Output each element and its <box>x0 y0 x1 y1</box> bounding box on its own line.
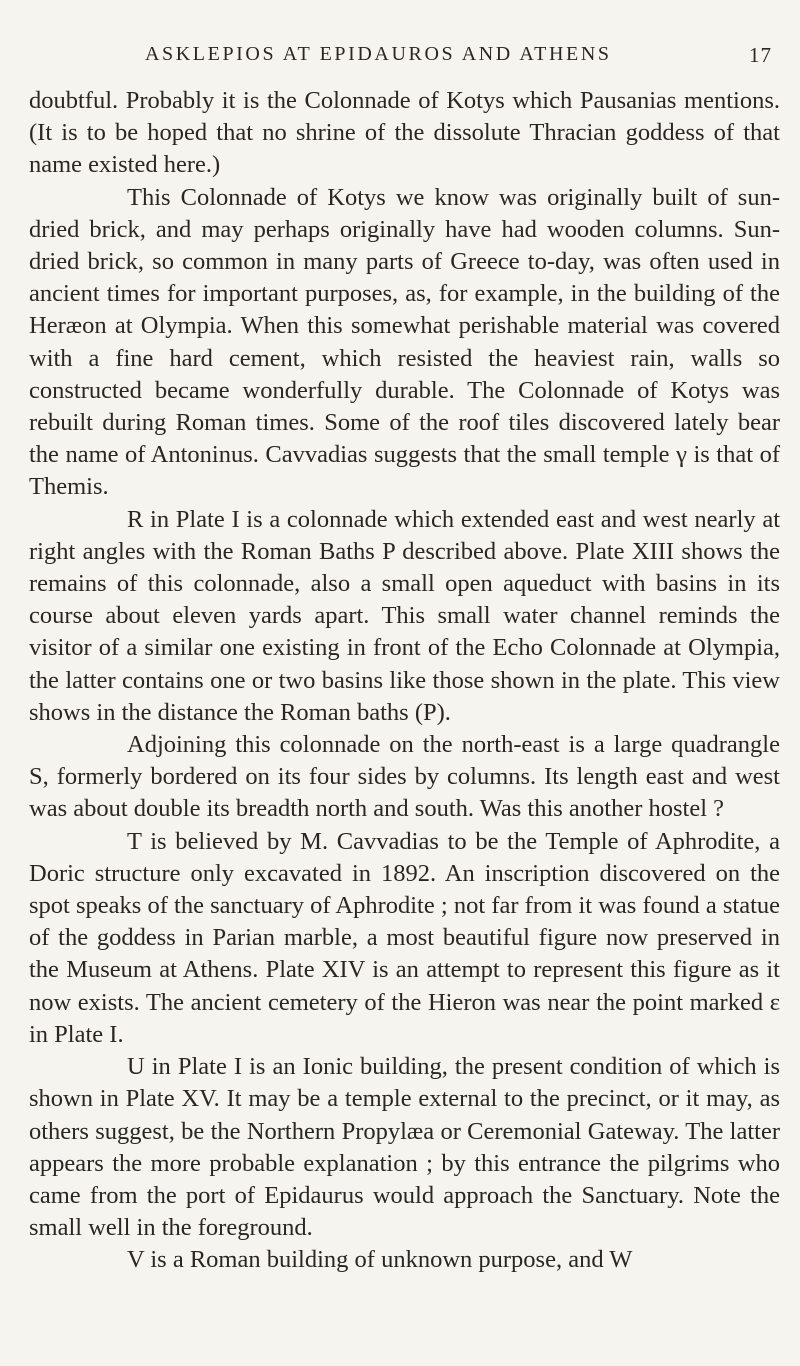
paragraph-roman-building-v: V is a Roman building of unknown purpose, and W <box>127 1246 633 1274</box>
paragraph-quadrangle-s: Adjoining this colonnade on the north-east is a large quadrangle S, formerly bordered on its four sides by columns. Its length east and west was about double its breadth north and south. Was this another hostel ? <box>29 731 780 823</box>
paragraph-ionic-building-u: U in Plate I is an Ionic building, the present condition of which is shown in Plate XV. It may be a temple external to the precinct, or it may, as others suggest, be the Northern Propylæa or Ceremonial Gateway. The latter appears the more probable explanation ; by this entrance the pilgrims who came from the port of Epidaurus would approach the Sanctuary. Note the small well in the foreground. <box>29 1053 780 1242</box>
page-number: 17 <box>749 43 772 67</box>
running-head <box>0 43 800 73</box>
paragraph-temple-of-aphrodite: T is believed by M. Cavvadias to be the Temple of Aphrodite, a Doric structure only excavated in 1892. An inscription discovered on the spot speaks of the sanctuary of Aphrodite ; not far from it was found a statue of the goddess in Parian marble, a most beautiful figure now preserved in the Museum at Athens. Plate XIV is an attempt to represent this figure as it now exists. The ancient cemetery of the Hieron was near the point marked ε in Plate I. <box>29 827 780 1048</box>
body-text <box>29 85 780 1277</box>
paragraph-continuation: doubtful. Probably it is the Colonnade of Kotys which Pausanias mentions. (It is to be hoped that no shrine of the dissolute Thracian goddess of that name existed here.) <box>29 87 780 179</box>
running-title: ASKLEPIOS AT EPIDAUROS AND ATHENS <box>145 43 612 65</box>
paragraph-colonnade-of-kotys: This Colonnade of Kotys we know was originally built of sun-dried brick, and may perhaps originally have had wooden columns. Sun-dried brick, so common in many parts of Greece to-day, was often used in ancient times for important purposes, as, for example, in the building of the Heræon at Olympia. When this somewhat perishable material was covered with a fine hard cement, which resisted the heaviest rain, walls so constructed became wonderfully durable. The Colonnade of Kotys was rebuilt during Roman times. Some of the roof tiles discovered lately bear the name of Antoninus. Cavvadias suggests that the small temple γ is that of Themis. <box>29 183 780 501</box>
paragraph-colonnade-r: R in Plate I is a colonnade which extended east and west nearly at right angles with the Roman Baths P described above. Plate XIII shows the remains of this colonnade, also a small open aqueduct with basins in its course about eleven yards apart. This small water channel reminds the visitor of a similar one existing in front of the Echo Colonnade at Olympia, the latter contains one or two basins like those shown in the plate. This view shows in the distance the Roman baths (P). <box>29 505 780 726</box>
